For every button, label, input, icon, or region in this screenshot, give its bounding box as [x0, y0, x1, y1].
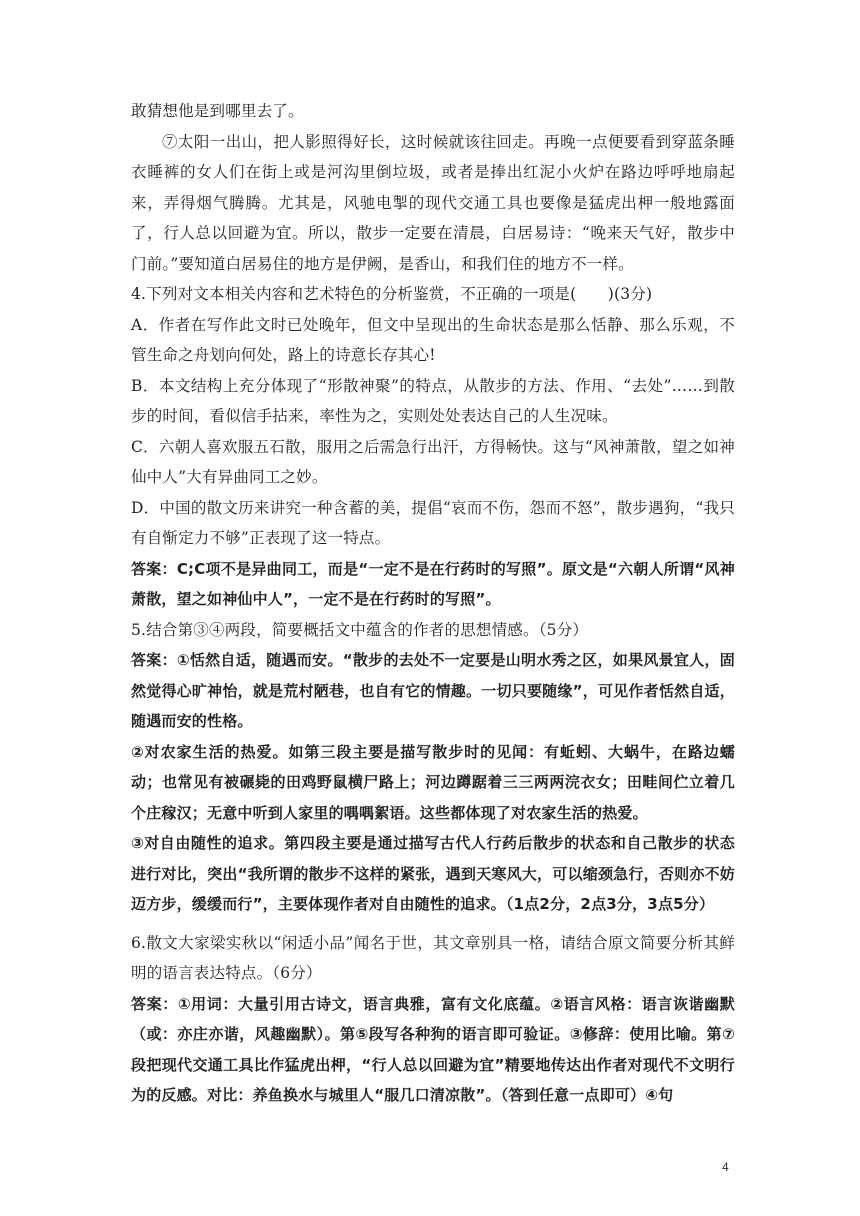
- question-4-answer: 答案：C;C项不是异曲同工，而是“一定不是在行药时的写照”。原文是“六朝人所谓“风神萧散，望之如神仙中人”，一定不是在行药时的写照”。: [131, 559, 735, 608]
- question-4-option-d: D．中国的散文历来讲究一种含蓄的美，提倡“哀而不伤，怨而不怒”，散步遇狗，“我只有自惭定力不够”正表现了这一特点。: [131, 498, 735, 547]
- question-4-option-a: A．作者在写作此文时已处晚年，但文中呈现出的生命状态是那么恬静、那么乐观，不管生命之舟划向何处，路上的诗意长存其心!: [131, 315, 735, 364]
- passage-paragraph-continuation: 敢猜想他是到哪里去了。: [131, 102, 304, 120]
- question-5-answer-2: ②对农家生活的热爱。如第三段主要是描写散步时的见闻：有蚯蚓、大蜗牛，在路边蠕动；也常见有被碾毙的田鸡野鼠横尸路上；河边蹲踞着三三两两浣衣女；田畦间伫立着几个庄稼汉；无意中听到人家里的喁喁絮语。这些都体现了对农家生活的热爱。: [131, 742, 735, 822]
- question-6-stem: 6.散文大家梁实秋以“闲适小品”闻名于世，其文章别具一格，请结合原文简要分析其鲜明的语言表达特点。（6分）: [131, 933, 735, 982]
- page-content: [131, 96, 735, 1111]
- question-6-answer: 答案：①用词：大量引用古诗文，语言典雅，富有文化底蕴。②语言风格：语言诙谐幽默（或：亦庄亦谐，风趣幽默）。第⑤段写各种狗的语言即可验证。③修辞：使用比喻。第⑦段把现代交通工具比作猛虎出柙，“行人总以回避为宜”精要地传达出作者对现代不文明行为的反感。对比：养鱼换水与城里人“服几口清凉散”。（答到任意一点即可）④句: [131, 994, 735, 1104]
- question-5-stem: 5.结合第③④两段，简要概括文中蕴含的作者的思想情感。（5分）: [131, 620, 589, 639]
- question-4-option-b: B．本文结构上充分体现了“形散神聚”的特点，从散步的方法、作用、“去处”……到散步的时间，看似信手拈来，率性为之，实则处处表达自己的人生况味。: [131, 376, 735, 425]
- question-5-answer-1: 答案：①恬然自适，随遇而安。“散步的去处不一定要是山明水秀之区，如果风景宜人，固然觉得心旷神怡，就是荒村陋巷，也自有它的情趣。一切只要随缘”，可见作者恬然自适，随遇而安的性格。: [131, 651, 735, 730]
- question-4-stem: 4.下列对文本相关内容和艺术特色的分析鉴赏，不正确的一项是( )(3分): [131, 285, 653, 303]
- page-number: 4: [722, 1160, 729, 1174]
- spacer: [131, 920, 735, 928]
- question-4-option-c: C．六朝人喜欢服五石散，服用之后需急行出汗，方得畅快。这与“风神萧散，望之如神仙中人”大有异曲同工之妙。: [131, 437, 735, 486]
- passage-paragraph-7: ⑦太阳一出山，把人影照得好长，这时候就该往回走。再晚一点便要看到穿蓝条睡衣睡裤的女人们在街上或是河沟里倒垃圾，或者是捧出红泥小火炉在路边呼呼地扇起来，弄得烟气腾腾。尤其是，风驰电掣的现代交通工具也要像是猛虎出柙一般地露面了，行人总以回避为宜。所以，散步一定要在清晨，白居易诗：“晚来天气好，散步中门前。”要知道白居易住的地方是伊阙，是香山，和我们住的地方不一样。: [131, 132, 735, 273]
- question-5-answer-3: ③对自由随性的追求。第四段主要是通过描写古代人行药后散步的状态和自己散步的状态进行对比，突出“我所谓的散步不这样的紧张，遇到天寒风大，可以缩颈急行，否则亦不妨迈方步，缓缓而行”，主要体现作者对自由随性的追求。（1点2分，2点3分，3点5分）: [131, 834, 735, 913]
